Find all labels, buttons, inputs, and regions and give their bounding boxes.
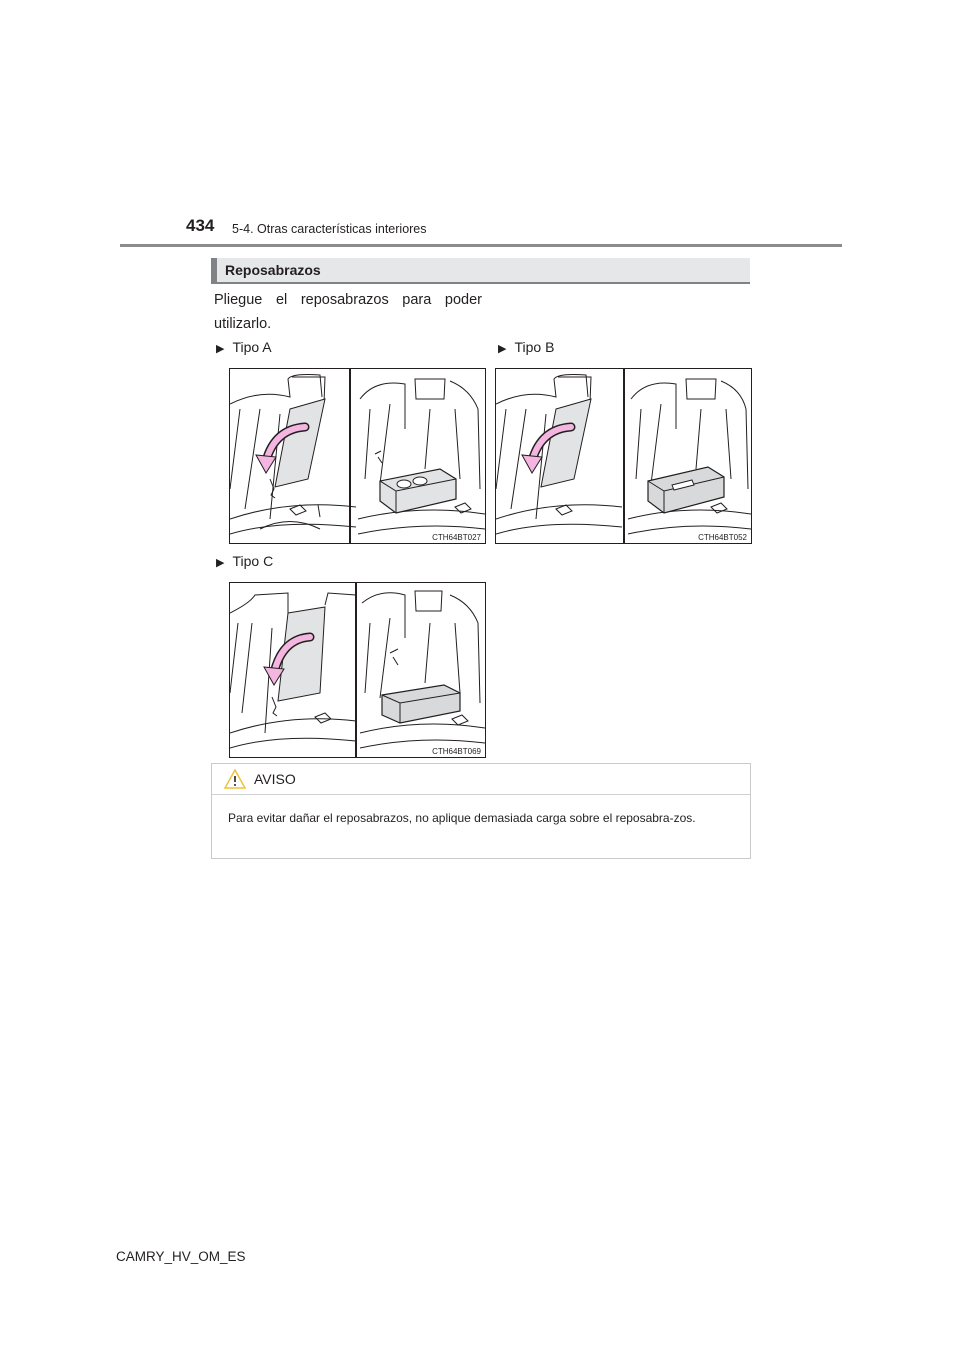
figure-code-c: CTH64BT069 xyxy=(432,747,481,756)
notice-title-row xyxy=(212,764,750,795)
armrest-illustration-b xyxy=(496,369,751,543)
type-c-label xyxy=(216,553,273,569)
triangle-bullet-icon: ▶ xyxy=(216,343,225,355)
armrest-illustration-a xyxy=(230,369,485,543)
figure-type-b xyxy=(495,368,752,544)
heading-label: Reposabrazos xyxy=(225,262,321,278)
armrest-illustration-c xyxy=(230,583,485,757)
type-a-text: Tipo A xyxy=(232,339,272,355)
heading-accent xyxy=(211,258,217,282)
type-c-text: Tipo C xyxy=(232,553,274,569)
notice-box xyxy=(211,763,751,859)
figure-code-a: CTH64BT027 xyxy=(432,533,481,542)
header-rule xyxy=(120,244,842,247)
section-title: 5-4. Otras características interiores xyxy=(232,222,427,236)
triangle-bullet-icon: ▶ xyxy=(216,557,225,569)
figure-code-b: CTH64BT052 xyxy=(698,533,747,542)
page-number: 434 xyxy=(186,216,215,235)
warning-triangle-icon xyxy=(224,769,246,789)
section-heading xyxy=(211,258,750,284)
notice-text: Para evitar dañar el reposabrazos, no aplique demasiada carga sobre el reposabra-zos. xyxy=(228,811,696,825)
figure-type-c xyxy=(229,582,486,758)
intro-text: Pliegue el reposabrazos para poder utilizarlo. xyxy=(214,292,482,332)
type-a-label xyxy=(216,339,272,355)
figure-type-a xyxy=(229,368,486,544)
type-b-label xyxy=(498,339,554,355)
footer-manual-code: CAMRY_HV_OM_ES xyxy=(116,1249,246,1264)
notice-title: AVISO xyxy=(254,771,296,787)
triangle-bullet-icon: ▶ xyxy=(498,343,507,355)
type-b-text: Tipo B xyxy=(514,339,555,355)
